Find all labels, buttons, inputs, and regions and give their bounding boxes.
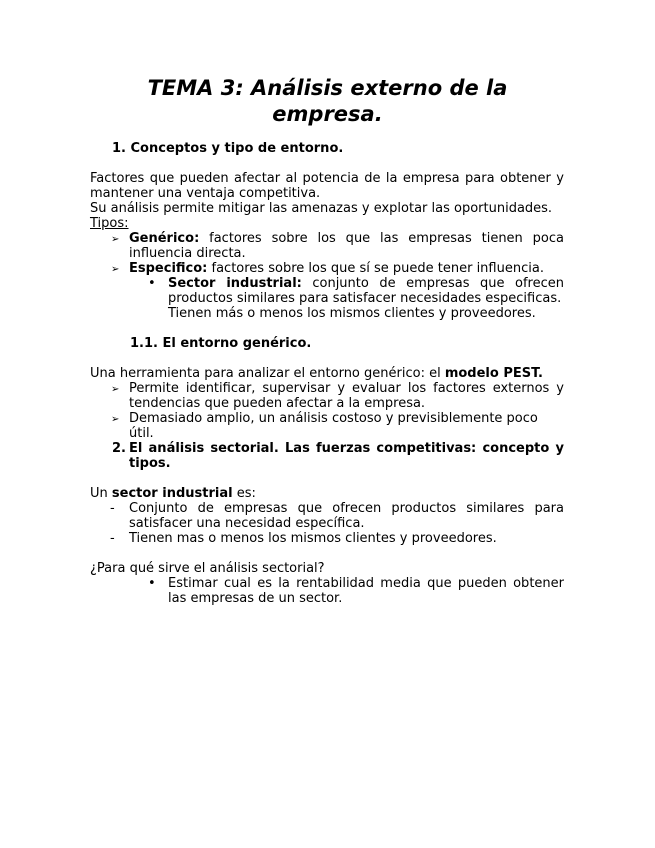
pest-model-label: modelo PEST.: [444, 366, 543, 381]
document-title: TEMA 3: Análisis externo de la empresa.: [147, 76, 508, 126]
generico-label: Genérico:: [129, 231, 200, 246]
especifico-label: Especifico:: [129, 261, 208, 276]
sector-text: conjunto de empresas que ofrecen productos similares para satisfacer necesidades especificas.: [168, 276, 564, 306]
dash-bullet: -: [110, 501, 115, 516]
especifico-text: factores sobre los que sí se puede tener influencia.: [207, 261, 544, 276]
section-2-answer: Estimar cual es la rentabilidad media que pueden obtener las empresas de un sector.: [168, 576, 564, 606]
sector-label: Sector industrial:: [168, 276, 302, 291]
sector-definition-1: Conjunto de empresas que ofrecen productos similares para satisfacer una necesidad específica.: [129, 501, 564, 531]
sector-definition-2: Tienen mas o menos los mismos clientes y proveedores.: [129, 531, 497, 546]
section-2-heading: El análisis sectorial. Las fuerzas competitivas: concepto y tipos.: [129, 441, 564, 471]
section-2-number: 2.: [112, 441, 126, 456]
sector-text-2: Tienen más o menos los mismos clientes y proveedores.: [168, 306, 536, 321]
arrow-bullet-icon: ➢: [111, 414, 120, 425]
sector-intro-post: es:: [232, 486, 256, 501]
section-1-paragraph-1: Factores que pueden afectar al potencia de la empresa para obtener y mantener una ventaja competitiva.: [90, 171, 564, 201]
dot-bullet-icon: •: [148, 576, 156, 591]
list-item-sector-industrial: [168, 276, 564, 306]
sector-intro-bold: sector industrial: [111, 486, 233, 501]
section-1-paragraph-2: Su análisis permite mitigar las amenazas y explotar las oportunidades.: [90, 201, 553, 216]
section-2-question: ¿Para qué sirve el análisis sectorial?: [90, 561, 325, 576]
arrow-bullet-icon: ➢: [111, 384, 120, 395]
pest-bullet-2: Demasiado amplio, un análisis costoso y previsiblemente poco útil.: [129, 411, 538, 441]
list-item-generico: [129, 231, 564, 261]
section-1-heading: 1. Conceptos y tipo de entorno.: [112, 141, 344, 156]
arrow-bullet-icon: ➢: [111, 234, 120, 245]
pest-intro-text: Una herramienta para analizar el entorno genérico: el: [90, 366, 445, 381]
sector-intro-pre: Un: [90, 486, 112, 501]
dash-bullet: -: [110, 531, 115, 546]
list-item-especifico: [129, 261, 564, 276]
section-2-intro: [90, 486, 564, 501]
generico-text: factores sobre los que las empresas tienen poca influencia directa.: [129, 231, 564, 261]
arrow-bullet-icon: ➢: [111, 264, 120, 275]
tipos-label: Tipos:: [90, 216, 129, 231]
dot-bullet-icon: •: [148, 276, 156, 291]
pest-bullet-1: Permite identificar, supervisar y evaluar los factores externos y tendencias que pueden afectar a la empresa.: [129, 381, 564, 411]
section-1-1-intro: [90, 366, 564, 381]
section-1-1-heading: 1.1. El entorno genérico.: [130, 336, 312, 351]
